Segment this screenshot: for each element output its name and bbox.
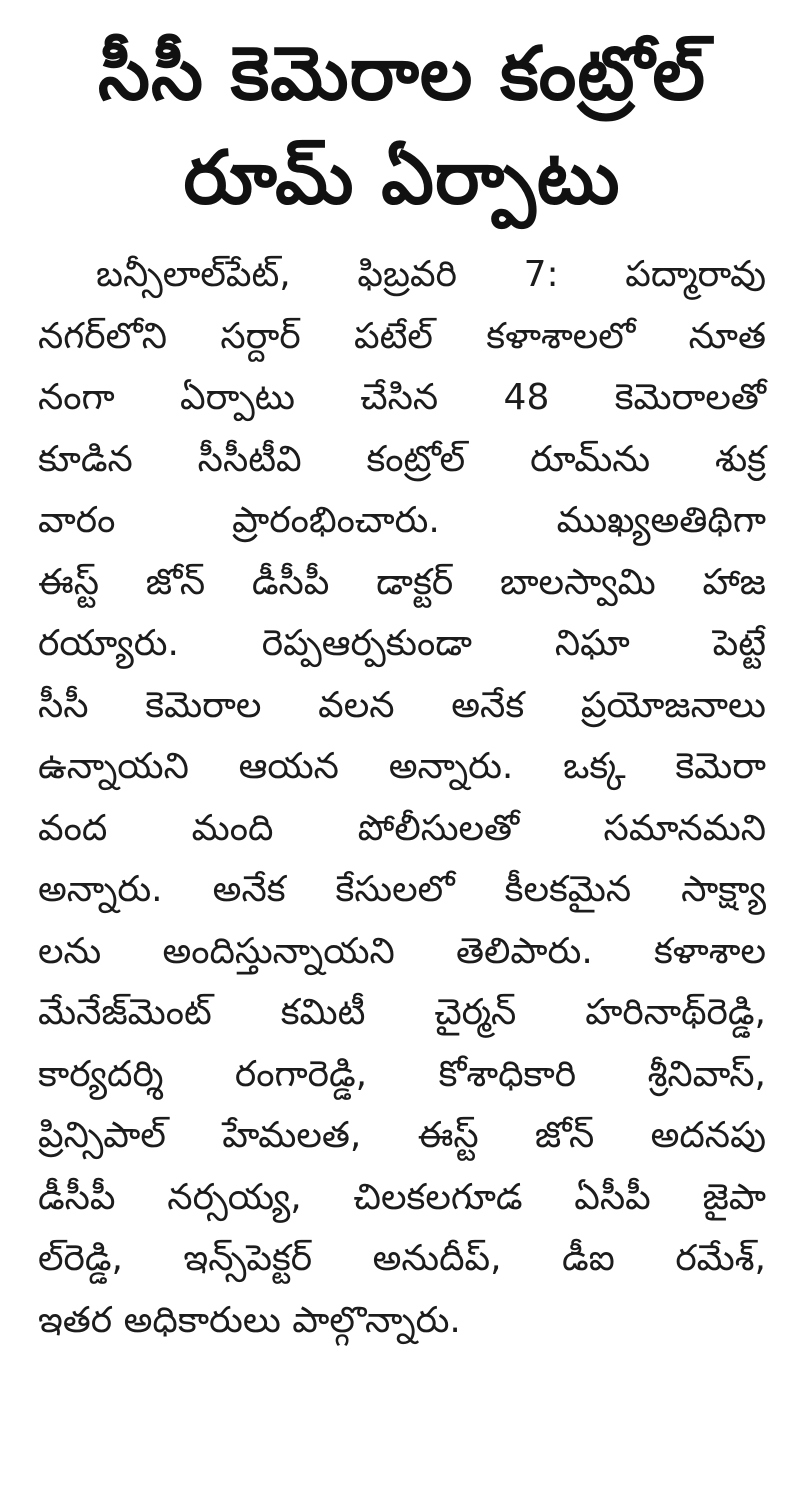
body-line: ఇతర అధికారులు పాల్గొన్నారు. bbox=[38, 1299, 461, 1341]
headline-line-2: రూమ్ ఏర్పాటు bbox=[183, 135, 621, 221]
article-body bbox=[38, 244, 766, 1351]
body-line: బన్సీలాల్‌పేట్, ఫిబ్రవరి 7: పద్మారావు bbox=[96, 254, 766, 295]
body-line: ప్రిన్సిపాల్ హేమలత, ఈస్ట్ జోన్ అదనపు bbox=[38, 1115, 766, 1156]
body-line: కార్యదర్శి రంగారెడ్డి, కోశాధికారి శ్రీనివాస్, bbox=[38, 1053, 766, 1095]
headline bbox=[38, 22, 766, 230]
body-line: కూడిన సీసీటీవి కంట్రోల్ రూమ్‌ను శుక్ర bbox=[38, 438, 766, 480]
body-line: వంద మంది పోలీసులతో సమానమని bbox=[38, 807, 766, 849]
body-line: లను అందిస్తున్నాయని తెలిపారు. కళాశాల bbox=[38, 930, 766, 972]
body-line: నగర్‌లోని సర్దార్ పటేల్ కళాశాలలో నూత bbox=[38, 315, 766, 357]
body-line: రయ్యారు. రెప్పఆర్పకుండా నిఘా పెట్టే bbox=[38, 623, 766, 664]
body-line: సీసీ కెమెరాల వలన అనేక ప్రయోజనాలు bbox=[38, 684, 766, 726]
headline-line-1: సీసీ కెమెరాల కంట్రోల్ bbox=[98, 31, 706, 117]
body-line: నంగా ఏర్పాటు చేసిన 48 కెమెరాలతో bbox=[38, 377, 766, 418]
body-line: డీసీపీ నర్సయ్య, చిలకలగూడ ఏసీపీ జైపా bbox=[38, 1176, 766, 1218]
body-line: ఉన్నాయని ఆయన అన్నారు. ఒక్క కెమెరా bbox=[38, 746, 766, 787]
body-line: అన్నారు. అనేక కేసులలో కీలకమైన సాక్ష్యా bbox=[38, 869, 766, 910]
body-line: ల్‌రెడ్డి, ఇన్స్‌పెక్టర్ అనుదీప్, డీఐ రమేశ్, bbox=[38, 1238, 766, 1279]
body-line: వారం ప్రారంభించారు. ముఖ్యఅతిథిగా bbox=[38, 500, 766, 541]
body-line: ఈస్ట్ జోన్ డీసీపీ డాక్టర్ బాలస్వామి హాజ bbox=[38, 561, 766, 603]
body-line: మేనేజ్‌మెంట్ కమిటీ చైర్మన్ హరినాథ్‌రెడ్డి, bbox=[38, 992, 766, 1033]
